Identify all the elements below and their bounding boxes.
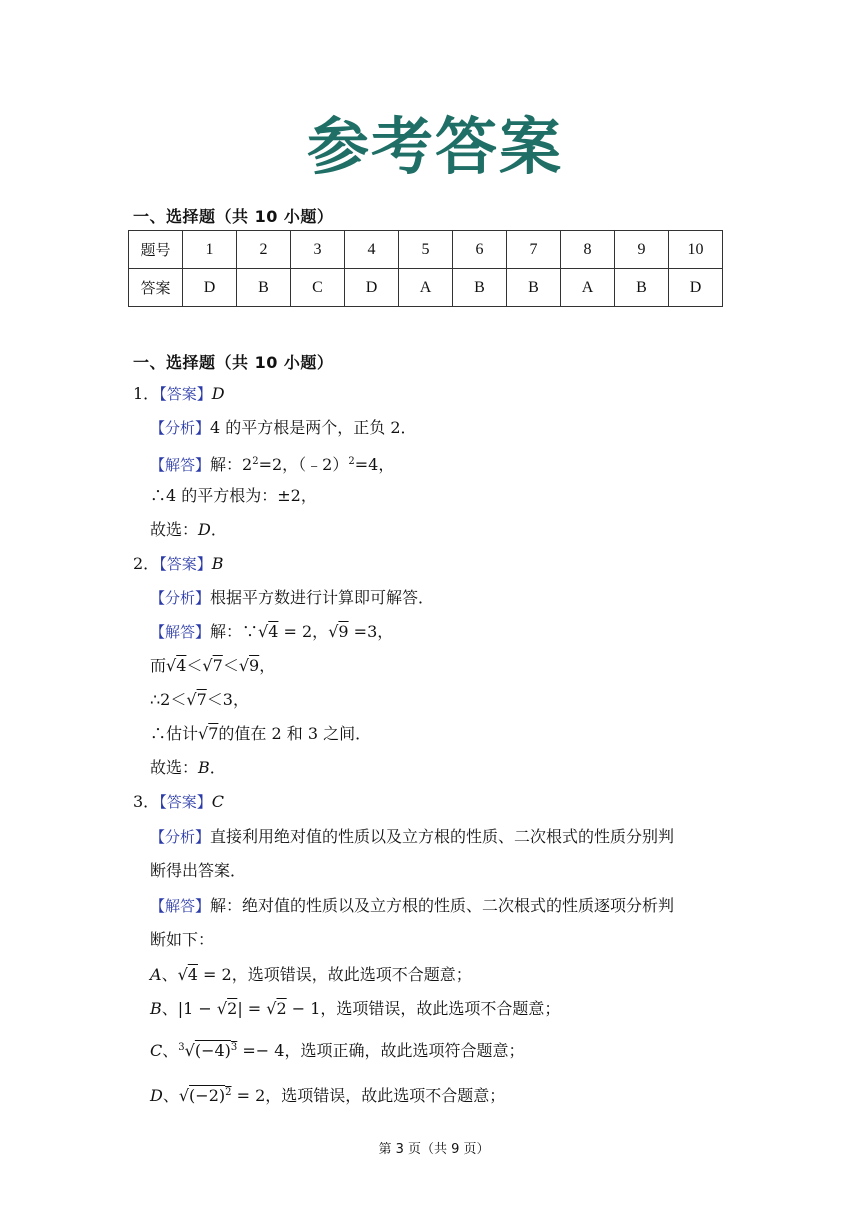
answer-tag: 【答案】	[159, 555, 212, 573]
line-text: | =	[237, 999, 267, 1018]
table-cell: 4	[345, 231, 399, 269]
option-label: D	[150, 1086, 163, 1105]
table-row	[129, 269, 723, 307]
question-number: 2．	[133, 554, 160, 573]
q2-line2	[150, 655, 275, 677]
analysis-text: 直接利用绝对值的性质以及立方根的性质、二次根式的性质分别判	[210, 827, 675, 846]
question-number: 3．	[133, 792, 160, 811]
radicand: 7	[196, 690, 207, 709]
table-cell: C	[291, 269, 345, 307]
solution-text: =3，	[348, 622, 394, 641]
q3-option-b	[150, 998, 560, 1020]
answer-value: C	[211, 792, 224, 811]
radicand-base: (−2)	[189, 1086, 226, 1105]
q3-option-a	[150, 964, 472, 986]
table-header-number: 题号	[129, 231, 183, 269]
option-label: A	[150, 965, 162, 984]
superscript: 2	[348, 456, 355, 467]
answer-table	[128, 230, 723, 307]
radical-sign: √	[198, 724, 209, 743]
table-cell: 8	[561, 231, 615, 269]
q3-solution-line	[150, 895, 674, 917]
q2-answer-line	[133, 553, 223, 575]
q1-analysis-line	[150, 417, 417, 439]
table-cell: 2	[237, 231, 291, 269]
line-text: 而	[150, 656, 167, 675]
q2-analysis-line	[150, 587, 434, 609]
line-text: 、	[162, 1041, 179, 1060]
table-cell: 6	[453, 231, 507, 269]
option-label: C	[150, 1041, 163, 1060]
line-text: ．	[210, 520, 227, 539]
radical-sign: √	[166, 656, 177, 675]
radicand	[189, 1086, 231, 1105]
radical-sign: √	[177, 965, 188, 984]
radicand	[195, 1041, 237, 1060]
table-cell: 1	[183, 231, 237, 269]
line-text: 、	[162, 1086, 179, 1105]
q3-answer-line	[133, 791, 224, 813]
radical-sign: √	[258, 622, 269, 641]
radicand: 4	[176, 656, 187, 675]
solution-text: 解：2	[210, 455, 253, 474]
line-text: =− 4，选项正确，故此选项符合题意；	[237, 1041, 525, 1060]
solution-tag: 【解答】	[150, 456, 211, 474]
q2-line5	[150, 757, 226, 779]
answer-value: D	[198, 520, 211, 539]
line-text: = 2，选项错误，故此选项不合题意；	[231, 1086, 506, 1105]
radicand: 4	[187, 965, 198, 984]
q3-option-c	[150, 1037, 524, 1062]
q1-solution-line	[150, 451, 394, 476]
q3-option-d	[150, 1082, 505, 1107]
radical-sign: √	[202, 656, 213, 675]
table-cell: 5	[399, 231, 453, 269]
solution-tag: 【解答】	[150, 897, 211, 915]
table-header-answer: 答案	[129, 269, 183, 307]
answer-value: B	[211, 554, 224, 573]
page-footer: 第 3 页（共 9 页）	[378, 1142, 490, 1157]
radicand-base: (−4)	[194, 1041, 231, 1060]
option-label: B	[150, 999, 162, 1018]
root-index: 3	[178, 1042, 185, 1053]
radical-sign: √	[266, 999, 277, 1018]
superscript: 2	[225, 1087, 232, 1098]
radical-sign: √	[238, 656, 250, 675]
solution-text: 解：绝对值的性质以及立方根的性质、二次根式的性质逐项分析判	[210, 896, 675, 915]
line-text: ，	[259, 656, 276, 675]
table-cell: 9	[615, 231, 669, 269]
table-cell: B	[453, 269, 507, 307]
analysis-text: 根据平方数进行计算即可解答．	[210, 588, 435, 607]
table-cell: 10	[669, 231, 723, 269]
line-text: 故选：	[150, 758, 199, 777]
table-cell: A	[561, 269, 615, 307]
radicand: 7	[208, 724, 219, 743]
answer-key-title	[300, 108, 570, 188]
table-cell: D	[183, 269, 237, 307]
table-cell: D	[669, 269, 723, 307]
line-text: ．	[209, 758, 226, 777]
radical-sign: √	[328, 622, 339, 641]
superscript: 2	[252, 456, 259, 467]
radicand: 2	[227, 999, 238, 1018]
radicand: 2	[276, 999, 287, 1018]
table-cell: B	[237, 269, 291, 307]
q2-line3	[150, 689, 249, 711]
answer-tag: 【答案】	[159, 385, 212, 403]
line-text: ∴估计	[150, 724, 199, 743]
table-cell: A	[399, 269, 453, 307]
line-text: 的值在 2 和 3 之间．	[218, 724, 372, 743]
q2-solution-line	[150, 621, 393, 643]
q3-analysis-line2: 断得出答案．	[150, 861, 247, 880]
table-cell: 7	[507, 231, 561, 269]
solution-text: = 2，	[278, 622, 329, 641]
table-row	[129, 231, 723, 269]
line-text: ∴2＜	[150, 690, 187, 709]
answer-tag: 【答案】	[159, 793, 212, 811]
q1-line2: ∴4 的平方根为：±2，	[150, 486, 317, 505]
analysis-tag: 【分析】	[150, 589, 211, 607]
table-cell: B	[615, 269, 669, 307]
title-logo	[300, 108, 570, 188]
q1-answer-line	[133, 383, 225, 405]
title-text: 参考答案	[306, 110, 564, 183]
analysis-tag: 【分析】	[150, 828, 211, 846]
radical-sign: √	[216, 999, 228, 1018]
line-text: − 1，选项错误，故此选项不合题意；	[286, 999, 561, 1018]
table-cell: 3	[291, 231, 345, 269]
table-cell: D	[345, 269, 399, 307]
line-text: = 2，选项错误，故此选项不合题意；	[197, 965, 472, 984]
question-number: 1．	[133, 384, 160, 403]
q3-analysis-line	[150, 826, 674, 848]
analysis-text: 4 的平方根是两个，正负 2．	[210, 418, 417, 437]
line-text: 、|1 −	[161, 999, 217, 1018]
line-text: ＜	[186, 656, 203, 675]
q2-line4	[150, 723, 371, 745]
solution-text: 解：∵	[210, 622, 259, 641]
radical-sign: √	[184, 1041, 195, 1060]
radicand: 9	[338, 622, 349, 641]
radical-sign: √	[186, 690, 197, 709]
line-text: 、	[161, 965, 178, 984]
section-heading-solutions: 一、选择题（共 10 小题）	[133, 353, 334, 372]
radicand: 4	[268, 622, 279, 641]
radical-sign: √	[178, 1086, 190, 1105]
line-text: ＜	[222, 656, 239, 675]
q3-solution-line2: 断如下：	[150, 930, 215, 949]
line-text: 故选：	[150, 520, 199, 539]
radicand: 7	[212, 656, 223, 675]
q1-line3	[150, 519, 227, 541]
section-heading-table: 一、选择题（共 10 小题）	[133, 207, 334, 226]
solution-text: =2，（﹣2）	[258, 455, 349, 474]
solution-text: =4，	[354, 455, 395, 474]
analysis-tag: 【分析】	[150, 419, 211, 437]
solution-tag: 【解答】	[150, 623, 211, 641]
answer-value: D	[211, 384, 225, 403]
answer-value: B	[198, 758, 210, 777]
radicand: 9	[249, 656, 260, 675]
table-cell: B	[507, 269, 561, 307]
line-text: ＜3，	[206, 690, 249, 709]
superscript: 3	[230, 1042, 238, 1053]
